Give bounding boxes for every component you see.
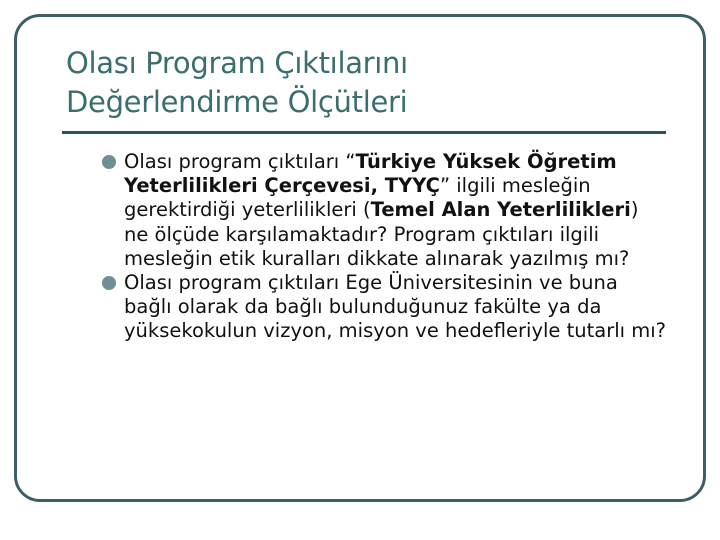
bullet-text-bold-segment: Temel Alan Yeterlilikleri: [370, 198, 631, 222]
bullet-item-2: [108, 271, 668, 344]
bullet-text-segment: ) ne ölçüde karşılamaktadır? Program çıktıları ilgili mesleğin etik kuralları dikkate alınarak yazılmış mı?: [124, 198, 639, 270]
slide-title: [66, 44, 408, 122]
bullet-item-1: [108, 150, 668, 271]
bullet-dot-icon: [102, 155, 116, 169]
title-underline: [62, 131, 666, 134]
bullet-dot-icon: [102, 276, 116, 290]
bullet-text-segment: ” ilgili mesleğin gerektirdiği yeterlilikleri (: [124, 174, 591, 222]
bullet-text-bold-segment: Türkiye Yüksek Öğretim Yeterlilikleri Çerçevesi, TYYÇ: [124, 150, 617, 198]
bullet-list: [108, 150, 668, 344]
slide-title-line-1: Olası Program Çıktılarını: [66, 46, 408, 80]
slide-title-line-2: Değerlendirme Ölçütleri: [66, 85, 408, 119]
bullet-text-segment: Olası program çıktıları “: [124, 150, 356, 173]
bullet-text-segment: Olası program çıktıları Ege Üniversitesinin ve buna bağlı olarak da bağlı bulunduğunuz fakülte ya da yüksekokulun vizyon, misyon ve hedefleriyle tutarlı mı?: [124, 271, 667, 343]
